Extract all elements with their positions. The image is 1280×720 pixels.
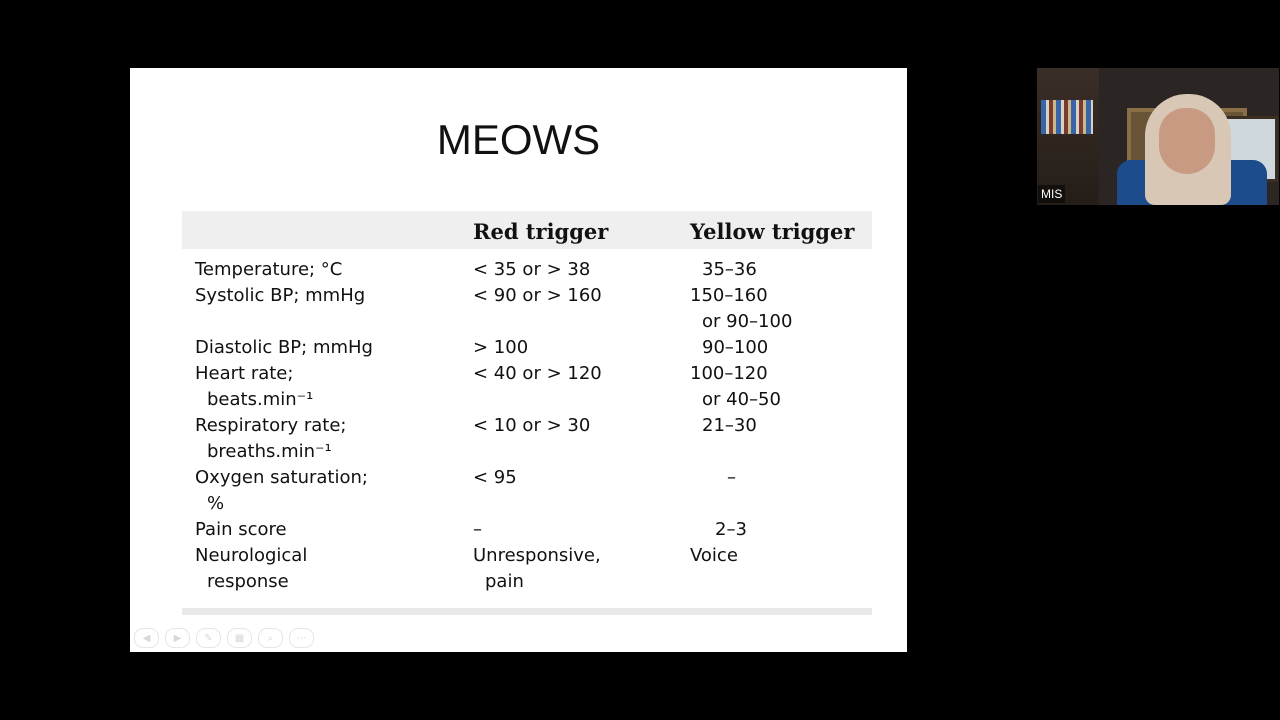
row-heart-rate-red: < 40 or > 120 — [473, 363, 602, 384]
row-neuro-param-2: response — [207, 571, 289, 592]
presentation-slide — [130, 68, 907, 652]
row-systolic-yellow-2: or 90–100 — [702, 311, 793, 332]
row-systolic-yellow: 150–160 — [690, 285, 768, 306]
row-heart-rate-param-2: beats.min⁻¹ — [207, 389, 314, 410]
previous-icon[interactable]: ◀ — [134, 628, 159, 648]
header-red-trigger: Red trigger — [473, 219, 609, 244]
more-icon[interactable]: ⋯ — [289, 628, 314, 648]
row-heart-rate-yellow: 100–120 — [690, 363, 768, 384]
row-pain-param: Pain score — [195, 519, 287, 540]
row-neuro-param: Neurological — [195, 545, 308, 566]
row-temperature-param: Temperature; °C — [195, 259, 343, 280]
row-respiratory-yellow: 21–30 — [702, 415, 757, 436]
slides-icon[interactable]: ▦ — [227, 628, 252, 648]
row-systolic-param: Systolic BP; mmHg — [195, 285, 366, 306]
next-icon[interactable]: ▶ — [165, 628, 190, 648]
row-pain-yellow: 2–3 — [715, 519, 747, 540]
row-systolic-red: < 90 or > 160 — [473, 285, 602, 306]
row-respiratory-red: < 10 or > 30 — [473, 415, 591, 436]
participant-video[interactable] — [1037, 68, 1279, 205]
pen-icon[interactable]: ✎ — [196, 628, 221, 648]
row-temperature-yellow: 35–36 — [702, 259, 757, 280]
books — [1041, 100, 1093, 134]
row-oxygen-param: Oxygen saturation; — [195, 467, 368, 488]
slide-title: MEOWS — [436, 116, 601, 163]
row-oxygen-red: < 95 — [473, 467, 517, 488]
table-bottom-rule — [182, 608, 872, 615]
row-heart-rate-param: Heart rate; — [195, 363, 294, 384]
row-diastolic-param: Diastolic BP; mmHg — [195, 337, 373, 358]
row-neuro-red-2: pain — [485, 571, 524, 592]
row-respiratory-param: Respiratory rate; — [195, 415, 347, 436]
row-respiratory-param-2: breaths.min⁻¹ — [207, 441, 332, 462]
row-heart-rate-yellow-2: or 40–50 — [702, 389, 781, 410]
zoom-icon[interactable]: ⌕ — [258, 628, 283, 648]
header-yellow-trigger: Yellow trigger — [690, 219, 855, 244]
row-pain-red: – — [473, 519, 482, 540]
row-neuro-yellow: Voice — [690, 545, 738, 566]
slideshow-controls — [134, 628, 314, 648]
participant-name-tag: MIS — [1038, 185, 1065, 203]
row-diastolic-red: > 100 — [473, 337, 529, 358]
row-oxygen-yellow: – — [727, 467, 736, 488]
participant-face — [1159, 108, 1215, 174]
row-oxygen-param-2: % — [207, 493, 225, 514]
row-neuro-red: Unresponsive, — [473, 545, 601, 566]
row-diastolic-yellow: 90–100 — [702, 337, 769, 358]
row-temperature-red: < 35 or > 38 — [473, 259, 591, 280]
